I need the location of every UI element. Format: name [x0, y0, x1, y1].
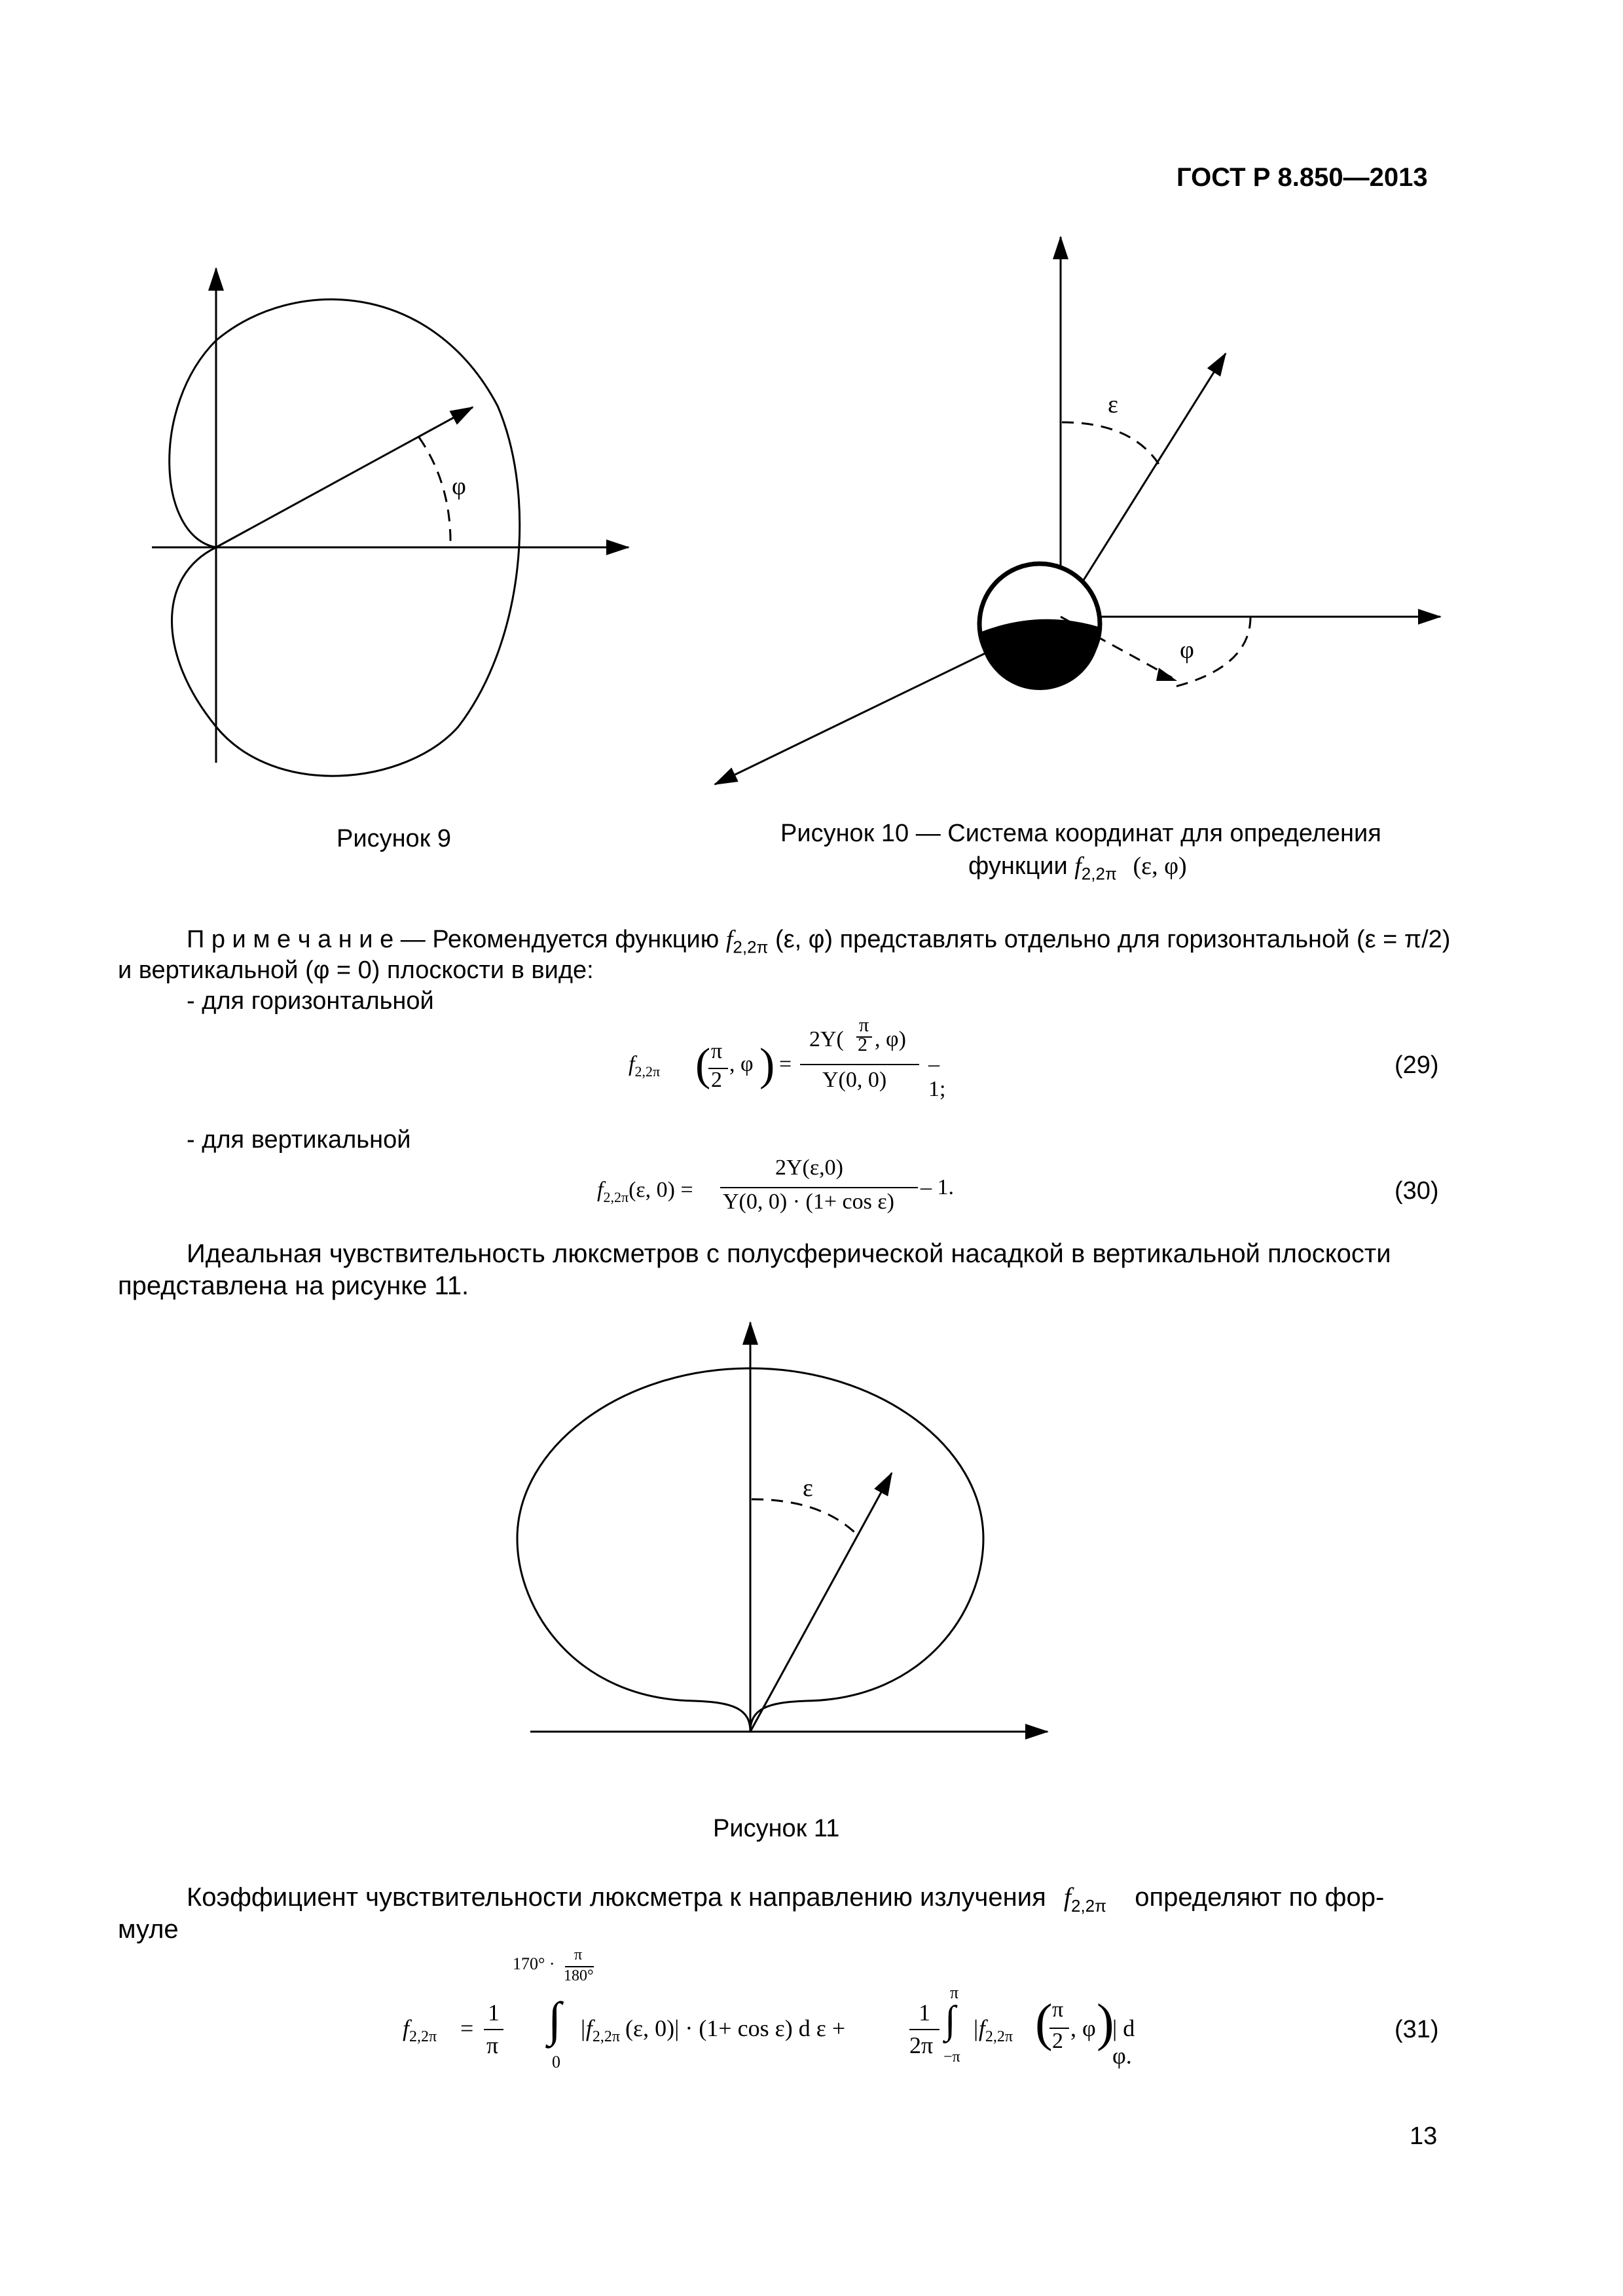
note-line2: и вертикальной (φ = 0) плоскости в виде: — [118, 957, 594, 984]
eq31-term2-phi: , φ — [1070, 2015, 1096, 2041]
note-horizontal-label: - для горизонтальной — [187, 987, 434, 1015]
para2-f-sub: 2,2π — [1070, 1896, 1107, 1916]
eq30-f-sub: 2,2π — [603, 1188, 629, 1205]
fig9-polar-curve — [170, 299, 520, 776]
eq31-f: f — [403, 2015, 410, 2041]
paragraph-1-line2: представлена на рисунке 11. — [118, 1271, 469, 1300]
paragraph-2-line1 — [187, 1882, 1384, 1921]
eq31-frac1-bar — [484, 2029, 503, 2030]
eq30-rhs-tail: – 1. — [921, 1175, 954, 1199]
eq29-denominator: Y(0, 0) — [822, 1068, 887, 1092]
fig10-caption-word: функции — [968, 852, 1068, 880]
equation-30-number: (30) — [1395, 1177, 1439, 1205]
eq29-num-tail: , φ) — [875, 1027, 906, 1051]
figure-9-diagram — [131, 236, 655, 786]
fig10-epsilon-label: ε — [1108, 391, 1118, 418]
eq31-int2-upper: π — [950, 1983, 959, 2002]
fig10-caption-f: f — [1074, 852, 1082, 880]
eq29-right-paren: ) — [759, 1040, 775, 1090]
note-f-sub: 2,2π — [733, 937, 769, 957]
eq31-term2-pi: π — [1052, 1997, 1064, 2022]
eq31-integral-2: ∫ — [945, 1998, 956, 2041]
header-standard-id: ГОСТ Р 8.850—2013 — [1176, 163, 1428, 192]
fig10-vector — [1061, 354, 1226, 617]
eq30-numerator: 2Y(ε,0) — [775, 1156, 843, 1180]
fig10-phi-label: φ — [1180, 636, 1194, 664]
eq29-rhs-tail: – 1; — [928, 1052, 946, 1101]
para2-tail: определяют по фор- — [1135, 1883, 1385, 1912]
fig11-angle-arc — [752, 1499, 858, 1535]
fig10-caption-sub: 2,2π — [1081, 864, 1117, 884]
equation-31 — [403, 1946, 1156, 2079]
eq29-left-paren: ( — [695, 1040, 711, 1090]
fig9-vector — [216, 407, 473, 547]
fig9-angle-label: φ — [452, 473, 466, 500]
equation-31-number: (31) — [1395, 2016, 1439, 2043]
fig10-caption-args: (ε, φ) — [1133, 852, 1187, 880]
page-number: 13 — [1410, 2123, 1438, 2150]
note-f: f — [725, 926, 733, 953]
fig9-angle-arc — [419, 437, 450, 547]
eq31-term2-two: 2 — [1052, 2029, 1063, 2053]
figure-9-caption: Рисунок 9 — [337, 825, 452, 852]
eq29-num-pi: π — [859, 1014, 869, 1036]
equation-29-number: (29) — [1395, 1051, 1439, 1079]
fig10-epsilon-arc — [1062, 422, 1160, 466]
eq29-main-frac-bar — [800, 1064, 919, 1065]
fig11-angle-label: ε — [803, 1474, 813, 1502]
eq31-term1-sub: 2,2π — [592, 2028, 621, 2046]
eq29-num-2y: 2Y( — [809, 1027, 844, 1051]
para2-text: Коэффициент чувствительности люксметра к направлению излучения — [187, 1883, 1046, 1912]
eq31-term1-f: |f — [579, 2015, 593, 2041]
equation-29 — [629, 1014, 956, 1110]
eq29-num-two: 2 — [858, 1034, 867, 1055]
eq30-lhs: (ε, 0) = — [629, 1178, 693, 1202]
eq31-integral-1: ∫ — [548, 1993, 562, 2047]
eq31-two-pi: 2π — [909, 2032, 934, 2058]
figure-11-caption: Рисунок 11 — [713, 1815, 840, 1842]
eq29-f-sub: 2,2π — [634, 1063, 661, 1080]
eq31-term2-sub: 2,2π — [985, 2028, 1013, 2046]
figure-10-caption-line2 — [968, 851, 1187, 889]
eq31-equals: = — [460, 2015, 474, 2041]
paragraph-1-line1: Идеальная чувствительность люксметров с полусферической насадкой в вертикальной плоскости — [187, 1239, 1391, 1268]
eq29-equals: = — [779, 1052, 792, 1076]
eq30-f: f — [597, 1178, 604, 1202]
eq30-frac-bar — [720, 1187, 918, 1188]
para2-f: f — [1063, 1882, 1071, 1912]
eq29-phi: , φ — [729, 1052, 754, 1076]
eq31-pi: π — [486, 2032, 499, 2058]
eq31-int2-lower: −π — [943, 2049, 960, 2066]
eq31-int1-upper: 170° · — [513, 1954, 555, 1973]
eq31-frac2-bar — [909, 2029, 939, 2030]
fig10-sphere-lower-half — [979, 619, 1100, 690]
eq31-f-sub: 2,2π — [409, 2028, 437, 2046]
eq31-term2-end: | d φ. — [1112, 2015, 1135, 2069]
paragraph-2-line2: муле — [118, 1915, 179, 1944]
figure-11-diagram — [511, 1309, 1067, 1781]
eq29-f: f — [629, 1052, 635, 1076]
eq31-int1-lower: 0 — [552, 2052, 560, 2071]
eq31-int1-upper-pi: π — [574, 1946, 583, 1963]
note-line1-rest: (ε, φ) представлять отдельно для горизонтальной (ε = π/2) — [775, 926, 1451, 953]
equation-30 — [597, 1156, 964, 1228]
eq30-denominator: Y(0, 0) · (1+ cos ε) — [723, 1190, 894, 1214]
eq31-one: 1 — [488, 1999, 500, 2026]
note-vertical-label: - для вертикальной — [187, 1126, 411, 1154]
eq29-two: 2 — [711, 1068, 722, 1092]
eq31-term2-f: |f — [972, 2015, 985, 2041]
eq31-one-2: 1 — [919, 1999, 930, 2026]
eq31-int1-upper-180: 180° — [564, 1967, 594, 1984]
eq31-term2-right-paren: ) — [1097, 1994, 1114, 2052]
figure-10-caption-line1: Рисунок 10 — Система координат для определения — [780, 820, 1381, 847]
eq29-pi: π — [711, 1039, 723, 1063]
note-prefix: П р и м е ч а н и е — Рекомендуется функцию — [187, 926, 720, 953]
fig11-vector — [750, 1473, 892, 1732]
figure-10-diagram — [707, 223, 1460, 799]
eq31-term1-args: (ε, 0)| · (1+ cos ε) d ε + — [625, 2015, 846, 2041]
eq31-term2-left-paren: ( — [1035, 1994, 1053, 2052]
